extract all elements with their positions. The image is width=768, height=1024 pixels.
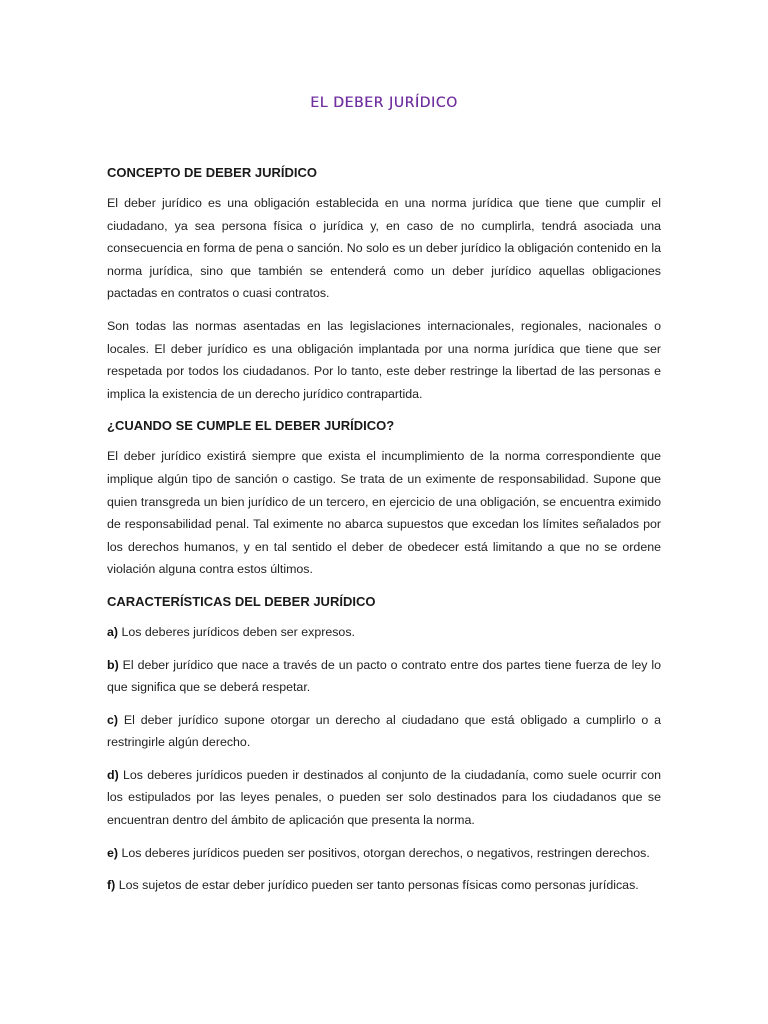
list-item — [107, 654, 661, 699]
paragraph: El deber jurídico es una obligación establecida en una norma jurídica que tiene que cumplir el ciudadano, ya sea persona física o jurídica y, en caso de no cumplirla, tendrá asociada una consecuencia en forma de pena o sanción. No solo es un deber jurídico la obligación contenido en la norma jurídica, sino que también se entenderá como un deber jurídico aquellas obligaciones pactadas en contratos o cuasi contratos. — [107, 196, 661, 301]
list-item-text: Los deberes jurídicos deben ser expresos. — [118, 624, 355, 639]
list-item-letter: f) — [107, 878, 116, 893]
list-item-text: Los deberes jurídicos pueden ir destinados al conjunto de la ciudadanía, como suele ocurrir con los estipulados por las leyes penales, o pueden ser solo destinados para los ciudadanos que se encuentran dentro del ámbito de aplicación que presenta la norma. — [107, 767, 661, 828]
section-cuando — [107, 415, 661, 581]
section-caracteristicas — [107, 591, 661, 897]
list-item — [107, 764, 661, 832]
section-concepto — [107, 162, 661, 405]
section-heading: CARACTERÍSTICAS DEL DEBER JURÍDICO — [107, 593, 376, 609]
list-item — [107, 842, 661, 865]
list-item-text: Los deberes jurídicos pueden ser positivos, otorgan derechos, o negativos, restringen derechos. — [118, 845, 650, 860]
list-item-letter: b) — [107, 657, 119, 672]
list-item-text: Los sujetos de estar deber jurídico pueden ser tanto personas físicas como personas jurídicas. — [115, 878, 639, 893]
paragraph: El deber jurídico existirá siempre que exista el incumplimiento de la norma correspondiente que implique algún tipo de sanción o castigo. Se trata de un eximente de responsabilidad. Supone que quien transgreda un bien jurídico de un tercero, en ejercicio de una obligación, se encuentra eximido de responsabilidad penal. Tal eximente no abarca supuestos que excedan los límites señalados por los derechos humanos, y en tal sentido el deber de obedecer está limitando a que no se ordene violación alguna contra estos últimos. — [107, 449, 661, 577]
section-heading: ¿CUANDO SE CUMPLE EL DEBER JURÍDICO? — [107, 418, 395, 434]
list-item-text: El deber jurídico supone otorgar un derecho al ciudadano que está obligado a cumplirlo o a restringirle algún derecho. — [107, 712, 661, 750]
list-item-letter: d) — [107, 767, 119, 782]
list-item-text: El deber jurídico que nace a través de un pacto o contrato entre dos partes tiene fuerza de ley lo que significa que se deberá respetar. — [107, 657, 661, 695]
list-item-letter: a) — [107, 624, 119, 639]
section-heading: CONCEPTO DE DEBER JURÍDICO — [107, 165, 317, 180]
list-item — [107, 621, 661, 644]
list-item-letter: e) — [107, 845, 119, 860]
document-title: EL DEBER JURÍDICO — [310, 95, 458, 111]
list-item-letter: c) — [107, 712, 119, 727]
list-item — [107, 874, 661, 897]
list-item — [107, 709, 661, 754]
paragraph: Son todas las normas asentadas en las legislaciones internacionales, regionales, nacionales o locales. El deber jurídico es una obligación implantada por una norma jurídica que tiene que ser respetada por todos los ciudadanos. Por lo tanto, este deber restringe la libertad de las personas e implica la existencia de un derecho jurídico contrapartida. — [107, 318, 661, 401]
